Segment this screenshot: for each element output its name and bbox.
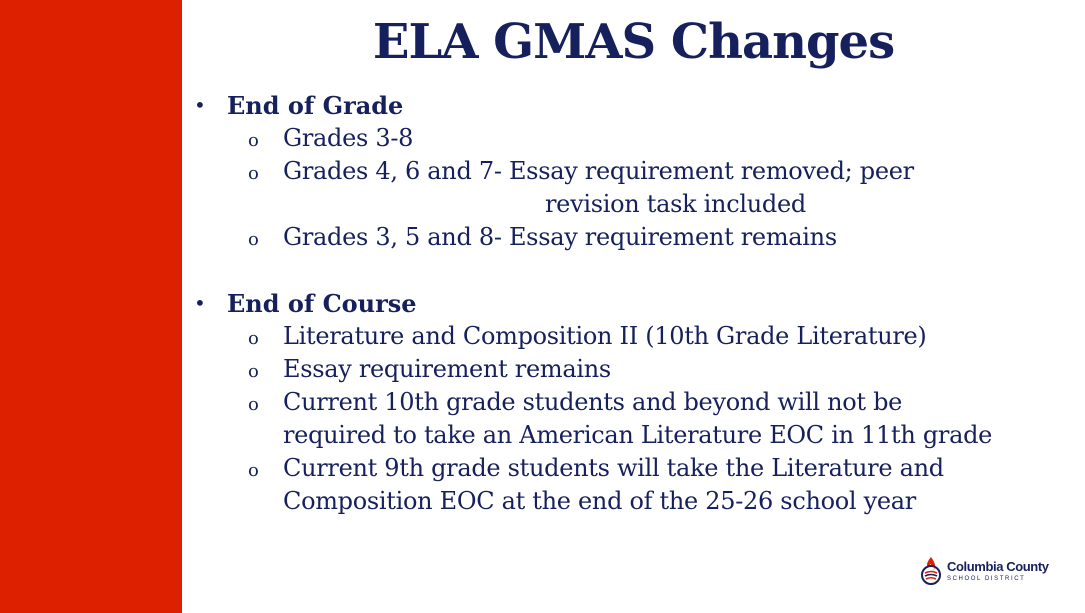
slide-title: ELA GMAS Changes [372, 14, 895, 70]
bullet-icon: • [194, 93, 206, 117]
section-heading-label: End of Course [227, 289, 417, 318]
list-item [190, 155, 1080, 221]
list-item-text: Essay requirement remains [283, 355, 611, 383]
logo-subtitle: SCHOOL DISTRICT [947, 576, 1026, 582]
section-heading-label: End of Grade [227, 91, 404, 120]
list-item-text: Grades 3, 5 and 8- Essay requirement remains [283, 223, 837, 251]
sub-bullet-icon: o [248, 229, 259, 250]
list-item-text-continued: Composition EOC at the end of the 25-26 school year [283, 487, 916, 515]
sub-bullet-icon: o [248, 460, 259, 481]
list-item [190, 320, 1080, 353]
list-item-text-continued: required to take an American Literature EOC in 11th grade [283, 421, 993, 449]
list-item-text: Grades 3-8 [283, 124, 414, 152]
list-item [190, 221, 1080, 254]
list-item-text-continued: revision task included [545, 190, 806, 218]
section-heading-end-of-course [190, 287, 1080, 320]
logo-name: Columbia County [947, 559, 1049, 574]
section-spacer [190, 254, 1080, 287]
list-item-text: Current 9th grade students will take the Literature and [283, 454, 944, 482]
sub-bullet-icon: o [248, 328, 259, 349]
torch-emblem-icon [918, 556, 944, 586]
list-item [190, 122, 1080, 155]
sub-bullet-icon: o [248, 361, 259, 382]
district-logo [918, 554, 1068, 588]
list-item [190, 386, 1080, 452]
sub-bullet-icon: o [248, 394, 259, 415]
section-heading-end-of-grade [190, 89, 1080, 122]
sub-bullet-icon: o [248, 130, 259, 151]
slide-content [190, 89, 1080, 518]
list-item-text: Grades 4, 6 and 7- Essay requirement removed; peer [283, 157, 914, 185]
red-side-bar [0, 0, 182, 613]
list-item-text: Literature and Composition II (10th Grade Literature) [283, 322, 927, 350]
list-item [190, 452, 1080, 518]
bullet-icon: • [194, 291, 206, 315]
list-item-text: Current 10th grade students and beyond will not be [283, 388, 903, 416]
list-item [190, 353, 1080, 386]
sub-bullet-icon: o [248, 163, 259, 184]
logo-text [947, 560, 1049, 582]
